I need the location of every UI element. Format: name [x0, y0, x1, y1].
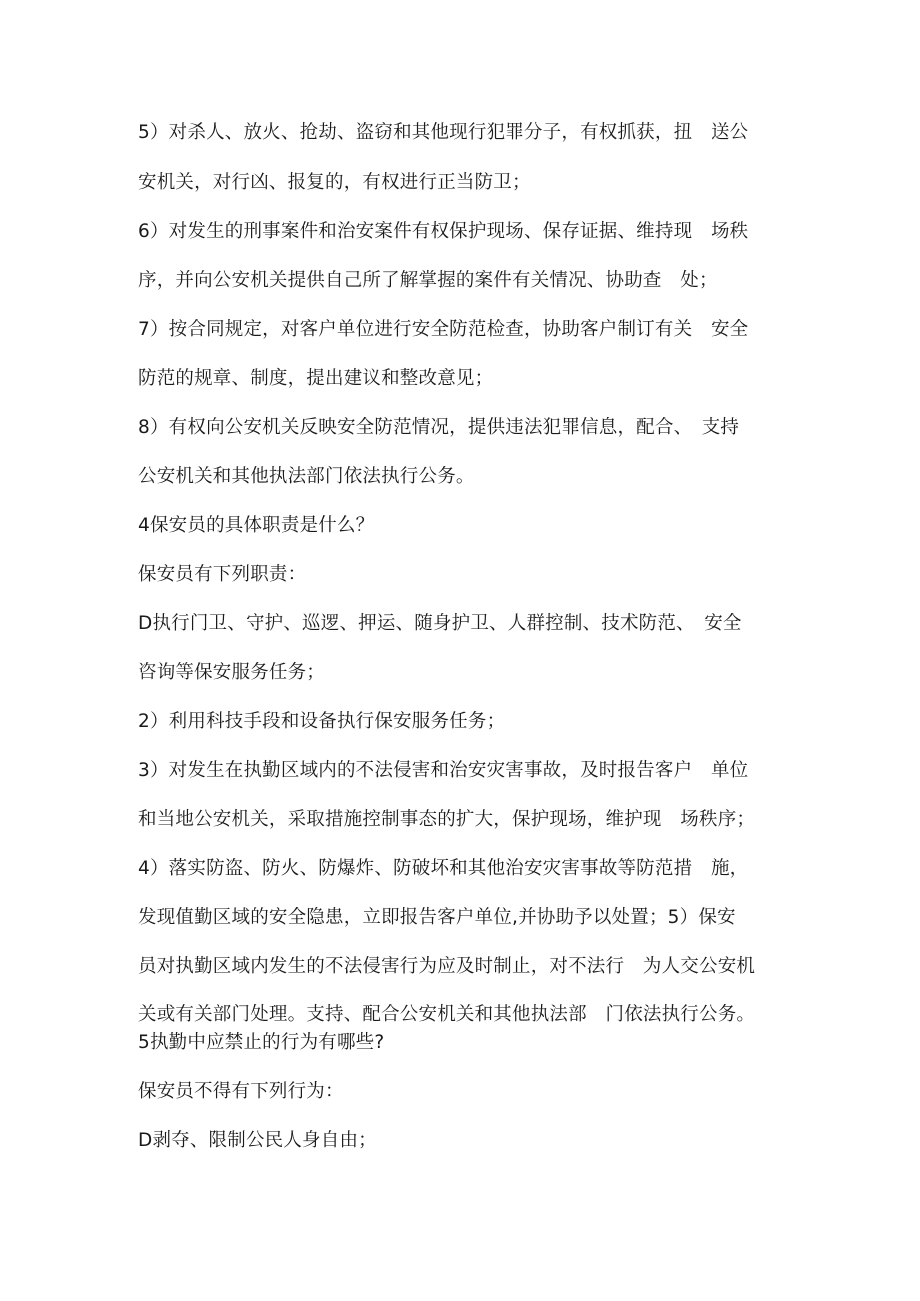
text-line: 5）对杀人、放火、抢劫、盗窃和其他现行犯罪分子，有权抓获，扭 送公 [138, 122, 749, 143]
section-heading: 5执勤中应禁止的行为有哪些? [138, 1032, 385, 1053]
text-line: 和当地公安机关，采取措施控制事态的扩大，保护现场，维护现 场秩序； [138, 809, 756, 830]
text-line: 发现值勤区域的安全隐患，立即报告客户单位,并协助予以处置；5）保安 [138, 907, 736, 928]
text-line: 关或有关部门处理。支持、配合公安机关和其他执法部 门依法执行公务。 [138, 1004, 756, 1025]
text-line: 防范的规章、制度，提出建议和整改意见； [138, 368, 494, 389]
text-line: 2）利用科技手段和设备执行保安服务任务； [138, 711, 506, 732]
text-line: 保安员有下列职责： [138, 564, 307, 585]
text-line: 员对执勤区域内发生的不法侵害行为应及时制止，对不法行 为人交公安机 [138, 956, 756, 977]
text-line: 序，并向公安机关提供自己所了解掌握的案件有关情况、协助查 处； [138, 270, 718, 291]
text-line: 3）对发生在执勤区域内的不法侵害和治安灾害事故，及时报告客户 单位 [138, 760, 749, 781]
section-heading: 4保安员的具体职责是什么？ [138, 515, 375, 536]
text-line: 安机关，对行凶、报复的，有权进行正当防卫； [138, 172, 531, 193]
text-line: 4）落实防盗、防火、防爆炸、防破坏和其他治安灾害事故等防范措 施， [138, 858, 749, 879]
text-line: 8）有权向公安机关反映安全防范情况，提供违法犯罪信息，配合、 支持 [138, 417, 740, 438]
text-line: 公安机关和其他执法部门依法执行公务。 [138, 466, 475, 487]
text-line: D执行门卫、守护、巡逻、押运、随身护卫、人群控制、技术防范、 安全 [138, 613, 742, 634]
text-line: 保安员不得有下列行为： [138, 1081, 344, 1102]
text-line: 7）按合同规定，对客户单位进行安全防范检查，协助客户制订有关 安全 [138, 319, 749, 340]
text-line: D剥夺、限制公民人身自由； [138, 1130, 377, 1151]
text-line: 6）对发生的刑事案件和治安案件有权保护现场、保存证据、维持现 场秩 [138, 221, 749, 242]
text-line: 咨询等保安服务任务； [138, 662, 326, 683]
